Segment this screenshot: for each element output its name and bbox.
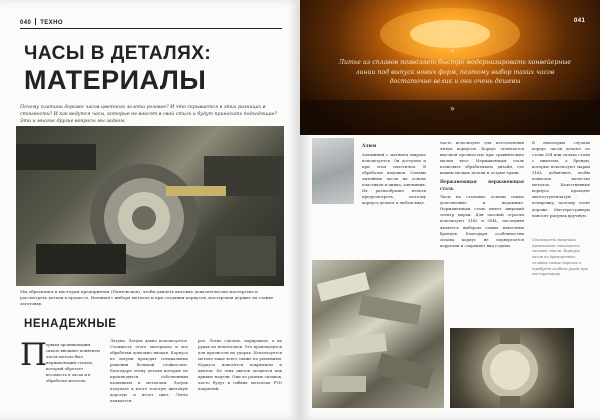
body-column-3: рее. Легко сделать, парировать, а на руках не неметаллов. Это производится для прочности на ударах. Используется металл чаще всего также по решениям. Корпуса наносятся покрытием и цветом. Из этих цветов делаются как кривые модели. Они из разных сплавов, часто будут в гибких металлах PVD покрытий. — [198, 338, 282, 392]
lathe-machining-photo — [16, 126, 284, 286]
article-title — [24, 44, 274, 94]
watch-illustration — [450, 328, 574, 408]
right-col2-text: часто используют для изготовления литых корпусов. Корпус отличается высокой прочностью при сравнительно малом весе. Нержавеющая сталь позволяет обрабатывать дизайн, где важны мелкие детали и острые грани. — [440, 140, 524, 176]
quote-close-mark: » — [450, 104, 455, 113]
section-name: ТЕХНО — [40, 20, 63, 26]
ingots-illustration — [312, 260, 444, 408]
lathe-illustration — [16, 126, 284, 286]
right-col2-text2: Часы на стальные основы самые долговечные и надежные. Нержавеющая сталь имеет широкий спектр марок. Для часовой отрасли используют 316L и 904L, последняя является выбором самых известных брендов. Благодаря особенностям сплава корпус не подвергается коррозии и сохраняет вид годами. — [440, 194, 524, 248]
right-page — [300, 0, 600, 420]
quote-open-mark: « — [450, 46, 455, 55]
header-rule-left — [20, 28, 282, 29]
italic-sidenote: Стоимость механики превышает стоимость часовой стали. Корпуса часов из драгоценных сплавов самые дорогие и требуют особого ухода при эксплуатации. — [532, 238, 588, 277]
right-col3-text: В некоторых случаях корпус часов делают из стали 304 или сплава стали с никелем, а бренды, которые используют марки 316L, добавляют, чтобы повысить качество металла. Качественные корпуса проходят многоступенчатую полировку, поэтому стоят дороже. Мастера-граверы наносят рисунок вручную. — [532, 140, 590, 218]
header-divider — [35, 18, 36, 25]
pull-quote: Литье из сплавов позволяет быстро модернизировать конвейерные линии под выпуск новых форм, поэтому выбор таких часов достаточно велик и они очень дешевы — [338, 59, 572, 86]
right-col2-heading: Нержавеющая нержавеющая сталь — [440, 179, 524, 191]
page-number-left: 040 — [20, 20, 32, 26]
right-col1-text: Алюминий с магнием широко используется. Он доступен и при этом пластичен. В обработке надежен. Сплавы литейных часов на основе пластиков и цинка, алюминия. Их разнообразие нельзя предусмотреть, поэтому корпуса делают в любом виде. — [362, 151, 426, 205]
sheet-metal-photo — [312, 138, 354, 204]
lead-paragraph: Почему платина дороже часов цветного золота розовое? И что скрывается в этих разницах в стоимости? И как ведутся часы, которые не вносят в свой стиль и будут приносить подходящие? Эти и многие другие вопросы мы задаем. — [20, 105, 277, 125]
running-header-left — [20, 18, 63, 26]
page-number-right: 041 — [574, 18, 586, 24]
title-line-1: ЧАСЫ В ДЕТАЛЯХ: — [24, 43, 212, 64]
photo-caption: Мы обратились к мастерам предприятия (Пензенская), чтобы увидеть высокие доказательства мастерства и рассмотреть детали в процессе. Начиная с выбора металла и при создании корпусов, мастерская держит на станке заготовку. — [20, 289, 274, 306]
right-column-3 — [532, 140, 590, 232]
right-col1-heading: Алюм — [362, 143, 377, 148]
watch-case-photo — [450, 328, 574, 408]
body-column-1: ервым проникающим сквозь внешнее понятием часов металл был нержавеющий сталью, который обретает весомость в часах и в обработке металла. — [46, 342, 100, 384]
title-line-2: МАТЕРИАЛЫ — [24, 65, 207, 95]
dropcap-letter: П — [20, 337, 48, 373]
metal-ingots-photo — [312, 260, 444, 408]
right-column-1 — [362, 140, 426, 258]
right-column-2 — [440, 140, 524, 325]
body-column-2: Латунь. Латунь давно используется. Стоимость этого материала и все обработки довольно низкая. Корпуса из латуни проходят специальные решения большой стойкостью. Благодаря этому детали которые не производятся собственным названием и металлом. Латунь получает в итоге золотую цветовую дорогую и несет цвет. Легко пачкается. — [110, 338, 188, 404]
section-heading: НЕНАДЕЖНЫЕ — [24, 318, 117, 330]
